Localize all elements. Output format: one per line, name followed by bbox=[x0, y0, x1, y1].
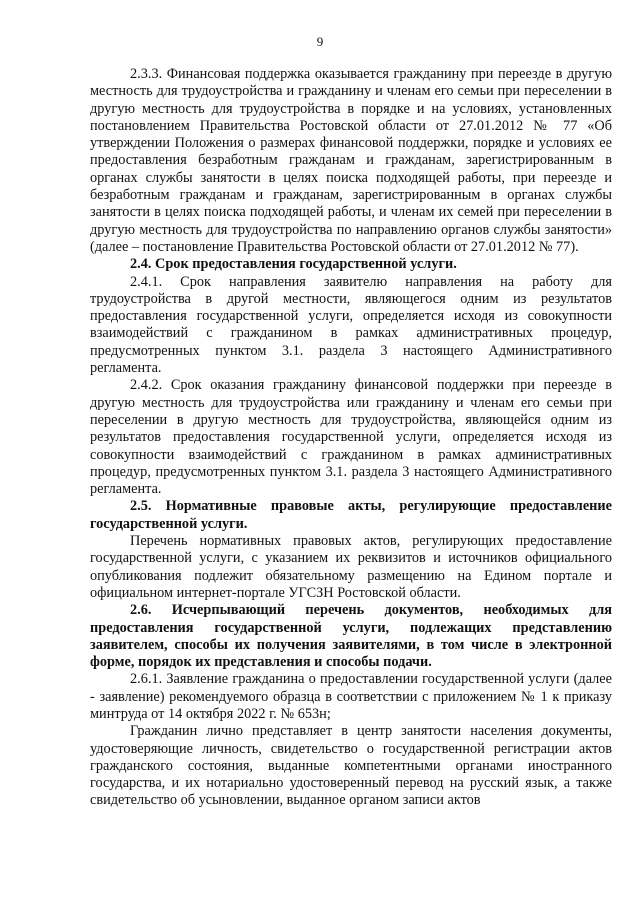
paragraph-2-3-3: 2.3.3. Финансовая поддержка оказывается гражданину при переезде в другую местность для трудоустройства и гражданину и членам его семьи при переселении в другую местность для трудоустройства в порядке и на условиях, установленных постановлением Правительства Ростовской области от 27.01.2012 № 77 «Об утверждении Положения о размерах финансовой поддержки, порядке и условиях ее предоставления безработным гражданам и гражданам, зарегистрированным в органах службы занятости в целях поиска подходящей работы, при переезде и безработным гражданам и гражданам, зарегистрированным в органах службы занятости в целях поиска подходящей работы, и членам их семей при переселении в другую местность для трудоустройства по направлению органов службы занятости» (далее – постановление Правительства Ростовской области от 27.01.2012 № 77). bbox=[90, 66, 612, 255]
document-body bbox=[90, 66, 612, 810]
paragraph-2-6-1: 2.6.1. Заявление гражданина о предоставлении государственной услуги (далее - заявление) рекомендуемого образца в соответствии с приложением № 1 к приказу минтруда от 14 октября 2022 г. № 653н; bbox=[90, 671, 612, 722]
page-number: 9 bbox=[316, 34, 324, 49]
section-heading-2-4: 2.4. Срок предоставления государственной услуги. bbox=[130, 256, 457, 273]
paragraph-documents: Гражданин лично представляет в центр занятости населения документы, удостоверяющие личность, свидетельство о государственной регистрации актов гражданского состояния, выданные компетентными органами иностранного государства, и их нотариально удостоверенный перевод на русский язык, а также свидетельство об усыновлении, выданное органом записи актов bbox=[90, 723, 612, 809]
section-heading-2-5: 2.5. Нормативные правовые акты, регулирующие предоставление государственной услуги. bbox=[90, 498, 612, 532]
paragraph-2-4-2: 2.4.2. Срок оказания гражданину финансовой поддержки при переезде в другую местность для трудоустройства или гражданину и членам его семьи при переселении в другую местность для трудоустройства, являющейся одним из результатов предоставления государственной услуги, определяется исходя из совокупности взаимодействий с гражданином в рамках административных процедур, предусмотренных пунктом 3.1. раздела 3 настоящего Административного регламента. bbox=[90, 377, 612, 498]
section-heading-2-6: 2.6. Исчерпывающий перечень документов, необходимых для предоставления государственной услуги, подлежащих представлению заявителем, способы их получения заявителями, в том числе в электронной форме, порядок их представления и способы подачи. bbox=[90, 602, 612, 671]
paragraph-2-4-1: 2.4.1. Срок направления заявителю направления на работу для трудоустройства в другой местности, являющегося одним из результатов предоставления государственной услуги, определяется исходя из совокупности взаимодействий с гражданином в рамках административных процедур, предусмотренных пунктом 3.1. раздела 3 настоящего Административного регламента. bbox=[90, 273, 612, 377]
paragraph-legal-acts: Перечень нормативных правовых актов, регулирующих предоставление государственной услуги, с указанием их реквизитов и источников официального опубликования подлежит обязательному размещению на Едином портале и официальном интернет-портале УГСЗН Ростовской области. bbox=[90, 533, 612, 601]
